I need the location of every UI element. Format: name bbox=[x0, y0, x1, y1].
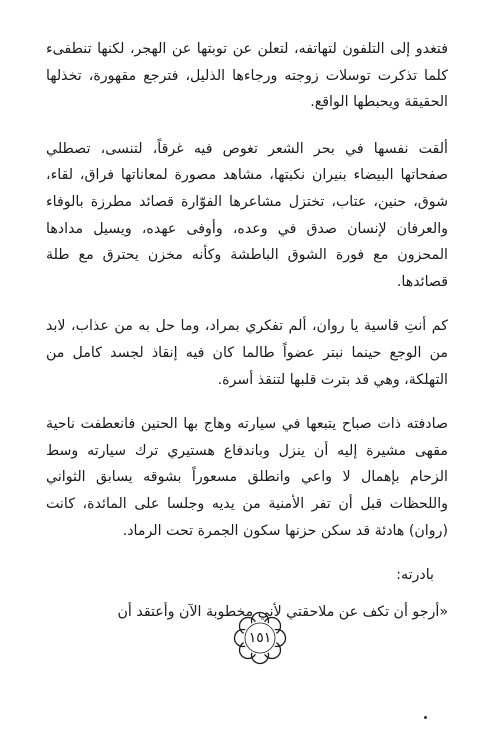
dialogue-intro: بادرته: bbox=[396, 567, 434, 584]
body-text bbox=[46, 36, 448, 625]
paragraph-1: فتغدو إلى التلفون لتهاتفه، لتعلن عن توبتها عن الهجر، لكنها تنطفىء كلما تذكرت توسلات زوجته ورجاءها الذليل، فترجع مقهورة، تخذلها الحقيقة ويحبطها الواقع. bbox=[46, 41, 448, 111]
print-speck bbox=[424, 716, 427, 719]
paragraph-2: ألقت نفسها في بحر الشعر تغوص فيه غرقاً، لتنسى، تصطلي صفحاتها البيضاء بنيران نكبتها، مشاهد مصورة لمعاناتها فراق، لقاء، شوق، حنين، عتاب، تختزل مشاعرها الفوّارة قصائد مطرزة بالوفاء والعرفان لإنسان صدق في وعده، وأوفى عهده، ويسيل مدادها المحزون مع فورة الشوق الباطشة وكأنه مخزن يحترق مع طلة قصائدها. bbox=[46, 140, 448, 290]
paragraph-4: صادفته ذات صباح يتبعها في سيارته وهاج بها الحنين فانعطفت ناحية مقهى مشيرة إليه أن ينزل وباندفاع هستيري ترك سيارته وسط الزحام بإهمال لا واعي وانطلق مسعوراً بشوقه يسابق الثواني واللحظات قبل أن تفر الأمنية من يديه وجلسا على المائدة، كانت (روان) هادئة قد سكن حزنها سكون الجمرة تحت الرماد. bbox=[46, 416, 448, 539]
page-number-ornament bbox=[232, 610, 288, 666]
paragraph-3: كم أنتِ قاسية يا روان، ألم تفكري بمراد، وما حل به من عذاب، لابد من الوجع حينما نبتر عضواً طالما كان فيه إنقاذ لجسد كامل من التهلكة، وهي قد بترت قلبها لتنقذ أسرة. bbox=[46, 318, 448, 388]
page-number: ١٥١ bbox=[248, 630, 272, 646]
quoted-speech: «أرجو أن تكف عن ملاحقتي لأني مخطوبة الآن وأعتقد أن bbox=[117, 603, 448, 620]
